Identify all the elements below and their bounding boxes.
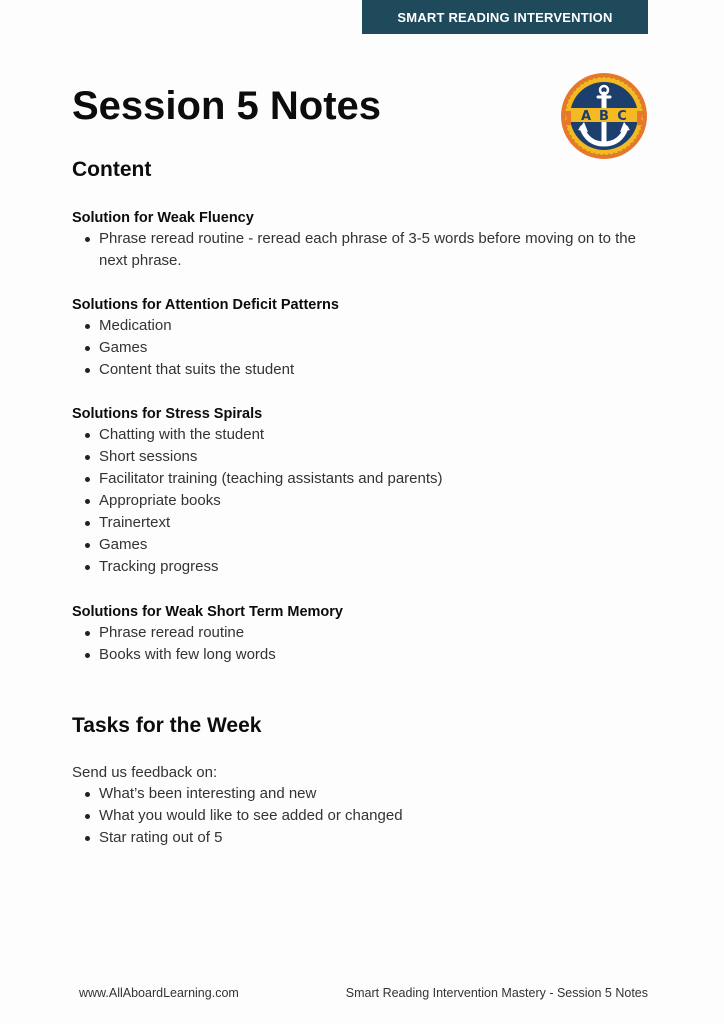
logo-letter-b: B	[599, 109, 609, 124]
bullet-list	[72, 622, 652, 666]
bullet-list	[72, 424, 652, 578]
banner-text: SMART READING INTERVENTION	[397, 9, 613, 25]
list-item: Appropriate books	[72, 490, 652, 512]
list-item: Games	[72, 534, 652, 556]
list-item: Short sessions	[72, 446, 652, 468]
content-heading: Content	[72, 158, 152, 181]
list-item: Trainertext	[72, 512, 652, 534]
list-item: Books with few long words	[72, 644, 652, 666]
tasks-heading: Tasks for the Week	[72, 714, 262, 737]
section-title: Solutions for Weak Short Term Memory	[72, 604, 343, 620]
list-item: Tracking progress	[72, 556, 652, 578]
abc-anchor-logo	[560, 72, 648, 160]
list-item: Games	[72, 337, 652, 359]
list-item: Content that suits the student	[72, 359, 652, 381]
section-title: Solutions for Stress Spirals	[72, 406, 263, 422]
section-tasks	[72, 763, 652, 849]
header-banner	[362, 0, 648, 34]
bullet-list	[72, 228, 652, 272]
section-weak-fluency	[72, 208, 652, 272]
section-title: Solutions for Attention Deficit Patterns	[72, 297, 339, 313]
list-item: Star rating out of 5	[72, 827, 652, 849]
section-attention-deficit	[72, 295, 652, 381]
footer-website: www.AllAboardLearning.com	[79, 986, 239, 1000]
list-item: Phrase reread routine - reread each phrase of 3-5 words before moving on to the next phrase.	[72, 228, 652, 272]
list-item: What’s been interesting and new	[72, 783, 652, 805]
tasks-intro: Send us feedback on:	[72, 764, 218, 781]
list-item: Medication	[72, 315, 652, 337]
logo-letter-a: A	[580, 109, 592, 124]
bullet-list	[72, 783, 652, 849]
section-short-term-memory	[72, 602, 652, 666]
section-title: Solution for Weak Fluency	[72, 210, 254, 226]
logo-letter-c: C	[617, 109, 627, 124]
list-item: Chatting with the student	[72, 424, 652, 446]
list-item: What you would like to see added or changed	[72, 805, 652, 827]
list-item: Facilitator training (teaching assistants and parents)	[72, 468, 652, 490]
list-item: Phrase reread routine	[72, 622, 652, 644]
section-stress-spirals	[72, 404, 652, 578]
page-title: Session 5 Notes	[72, 84, 382, 128]
footer-document-title: Smart Reading Intervention Mastery - Session 5 Notes	[345, 986, 648, 1000]
bullet-list	[72, 315, 652, 381]
